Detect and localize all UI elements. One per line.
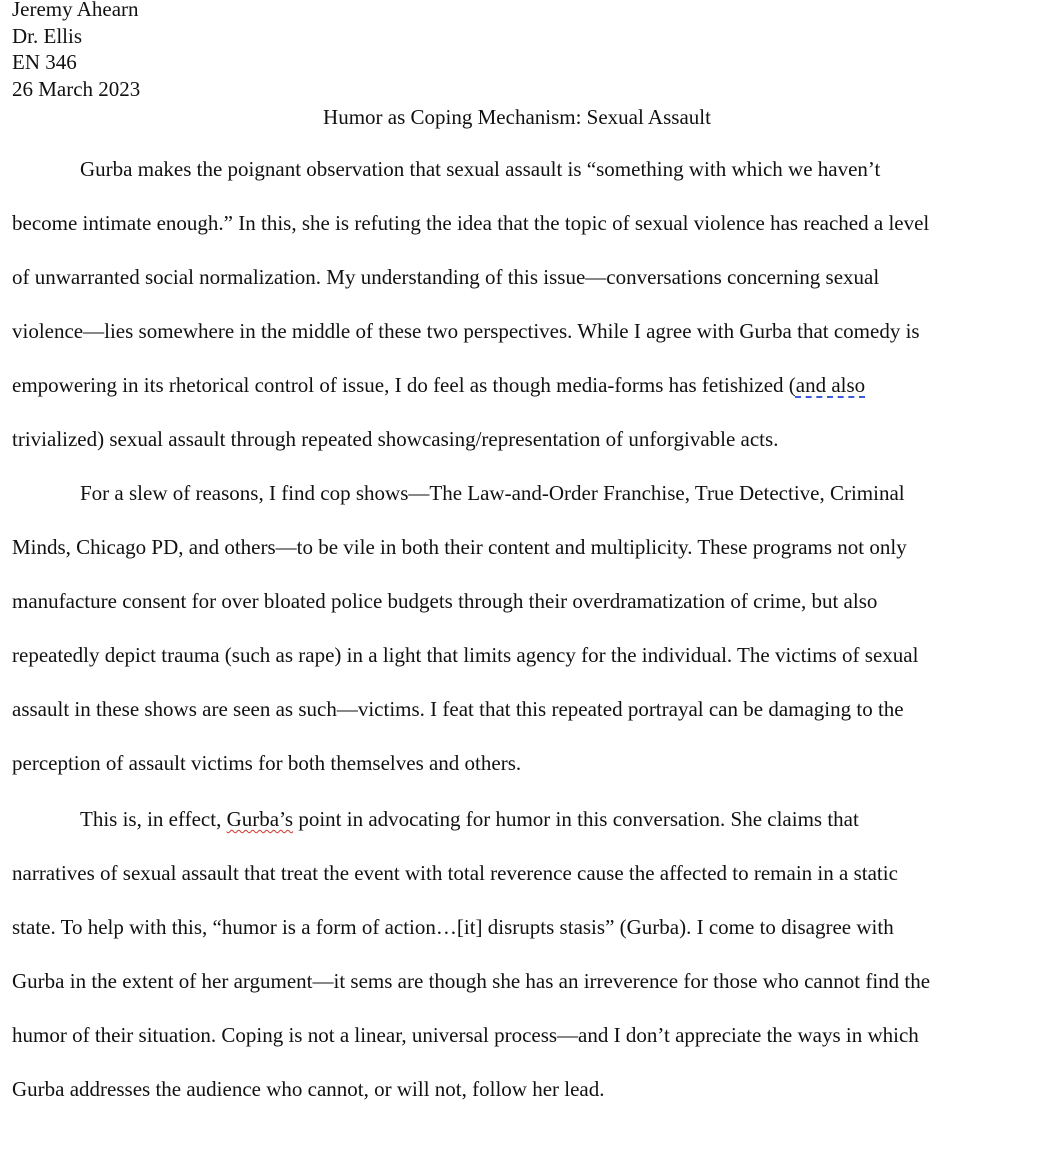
paragraph-1-line-2: become intimate enough.” In this, she is refuting the idea that the topic of sexual violence has reached a level <box>12 211 930 235</box>
paragraph-3-line-1 <box>12 807 859 832</box>
paragraph-3-line-3: state. To help with this, “humor is a form of action…[it] disrupts stasis” (Gurba). I come to disagree with <box>12 915 894 939</box>
paragraph-3-line-1-after: point in advocating for humor in this conversation. She claims that <box>293 807 859 831</box>
spelling-error-mark[interactable]: Gurba’s <box>226 807 294 831</box>
paragraph-1-line-3: of unwarranted social normalization. My understanding of this issue—conversations concerning sexual <box>12 265 880 289</box>
grammar-suggestion-mark[interactable]: and also <box>795 373 866 397</box>
paragraph-1-line-1: Gurba makes the poignant observation that sexual assault is “something with which we haven’t <box>80 157 881 181</box>
paragraph-3-line-1-before: This is, in effect, <box>80 807 227 831</box>
paragraph-2-line-6: perception of assault victims for both themselves and others. <box>12 751 522 775</box>
paragraph-2-line-4: repeatedly depict trauma (such as rape) in a light that limits agency for the individual. The victims of sexual <box>12 643 919 667</box>
paragraph-1-line-4: violence—lies somewhere in the middle of these two perspectives. While I agree with Gurba that comedy is <box>12 319 920 343</box>
paragraph-2-line-2: Minds, Chicago PD, and others—to be vile in both their content and multiplicity. These programs not only <box>12 535 907 559</box>
paragraph-1-line-5-text: empowering in its rhetorical control of issue, I do feel as though media-forms has fetishized ( <box>12 373 796 397</box>
paragraph-3-line-4: Gurba in the extent of her argument—it sems are though she has an irreverence for those who cannot find the <box>12 969 931 993</box>
paragraph-3-line-2: narratives of sexual assault that treat the event with total reverence cause the affected to remain in a static <box>12 861 898 885</box>
course-code: EN 346 <box>12 50 77 74</box>
paragraph-2-line-5: assault in these shows are seen as such—victims. I feat that this repeated portrayal can be damaging to the <box>12 697 904 721</box>
mla-header <box>12 0 1012 102</box>
paragraph-1-line-6: trivialized) sexual assault through repeated showcasing/representation of unforgivable acts. <box>12 427 779 451</box>
paragraph-2-line-3: manufacture consent for over bloated police budgets through their overdramatization of crime, but also <box>12 589 878 613</box>
author-name: Jeremy Ahearn <box>12 0 139 21</box>
essay-date: 26 March 2023 <box>12 76 141 101</box>
paragraph-2-line-1: For a slew of reasons, I find cop shows—The Law-and-Order Franchise, True Detective, Criminal <box>80 481 905 505</box>
essay-title: Humor as Coping Mechanism: Sexual Assault <box>323 105 711 129</box>
instructor-name: Dr. Ellis <box>12 23 83 48</box>
paragraph-3-line-6: Gurba addresses the audience who cannot, or will not, follow her lead. <box>12 1077 605 1101</box>
paragraph-1-line-5 <box>12 373 865 398</box>
paragraph-3-line-5: humor of their situation. Coping is not a linear, universal process—and I don’t appreciate the ways in which <box>12 1023 919 1047</box>
document-page <box>12 0 1012 1101</box>
